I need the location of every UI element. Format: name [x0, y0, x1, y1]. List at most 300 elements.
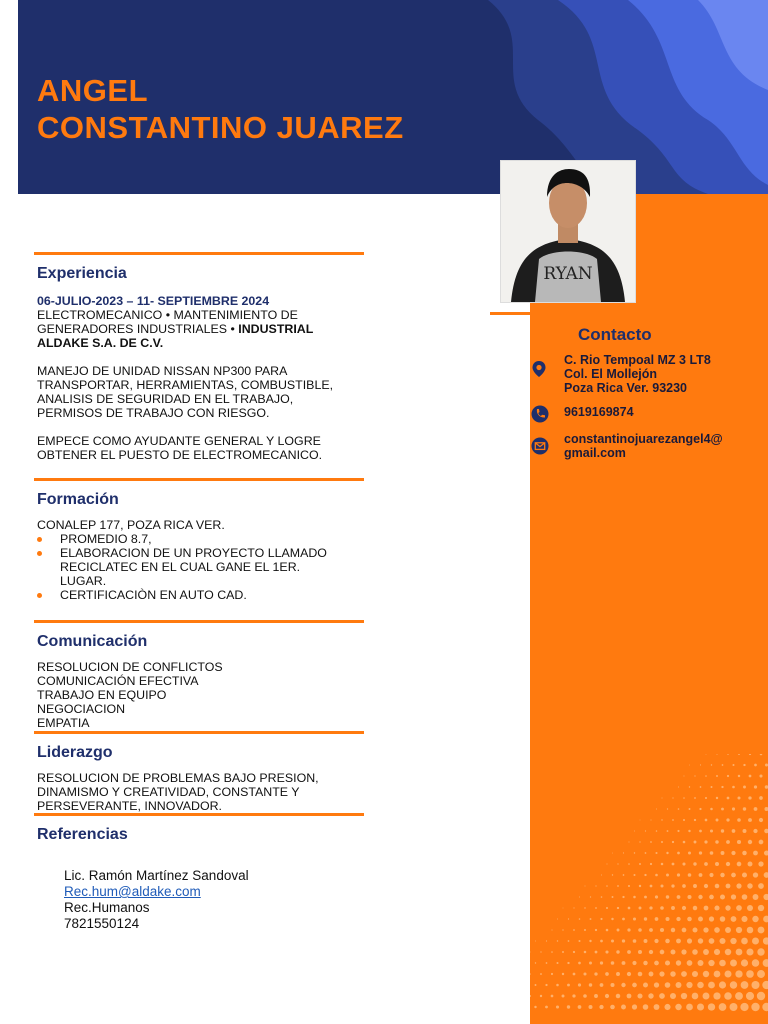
halftone-dot [623, 852, 624, 853]
halftone-dot [633, 896, 636, 899]
halftone-dot [704, 884, 708, 888]
halftone-dot [682, 928, 687, 933]
halftone-dot [716, 797, 718, 799]
halftone-dot [703, 927, 708, 932]
halftone-dot [672, 819, 674, 821]
education-bullet-cont-1: RECICLATEC EN EL CUAL GANE EL 1ER. [60, 560, 301, 574]
halftone-dot [742, 851, 747, 856]
halftone-dot [599, 1005, 603, 1009]
halftone-dot [676, 917, 680, 921]
halftone-dot [753, 872, 758, 877]
halftone-dot [535, 984, 537, 986]
communication-item: RESOLUCION DE CONFLICTOS [37, 660, 223, 674]
halftone-dot [639, 907, 642, 910]
halftone-dot [627, 950, 631, 954]
halftone-dot [677, 895, 681, 899]
halftone-dot [721, 808, 724, 811]
halftone-dot [687, 917, 692, 922]
halftone-dot [600, 918, 602, 920]
halftone-dot [709, 895, 714, 900]
experience-date: 06-JULIO-2023 – 11- SEPTIEMBRE 2024 [37, 294, 270, 308]
halftone-dot [732, 786, 735, 789]
halftone-dot [655, 852, 657, 854]
halftone-dot-decoration [530, 754, 768, 1024]
halftone-dot [594, 994, 598, 998]
halftone-dot [752, 938, 759, 945]
halftone-dot [751, 981, 759, 989]
photo-underline [490, 312, 640, 315]
halftone-dot [672, 863, 675, 866]
contact-side-panel [530, 194, 768, 1024]
halftone-dot [731, 851, 735, 855]
halftone-dot [617, 907, 619, 909]
halftone-dot [583, 972, 586, 975]
halftone-dot [748, 862, 753, 867]
halftone-dot [742, 894, 748, 900]
halftone-dot [590, 896, 591, 897]
halftone-dot [735, 992, 743, 1000]
halftone-dot [649, 950, 653, 954]
halftone-dot [764, 807, 768, 811]
reference-email-link[interactable]: Rec.hum@aldake.com [64, 884, 201, 899]
halftone-dot [656, 830, 658, 832]
halftone-dot [697, 982, 704, 989]
halftone-dot [746, 970, 754, 978]
halftone-dot [645, 830, 646, 831]
halftone-dot [681, 993, 687, 999]
education-bullet [37, 546, 327, 588]
location-pin-icon [530, 360, 548, 378]
halftone-dot [710, 808, 713, 811]
halftone-dot [661, 819, 662, 820]
experience-heading: Experiencia [37, 265, 127, 282]
halftone-dot [612, 853, 613, 854]
halftone-dot [622, 939, 625, 942]
halftone-dot [628, 885, 630, 887]
halftone-dot [730, 938, 736, 944]
candidate-name [37, 72, 404, 146]
halftone-dot [584, 951, 587, 954]
halftone-dot [715, 840, 718, 843]
halftone-dot [556, 1005, 559, 1008]
halftone-dot [754, 764, 757, 767]
halftone-dot [710, 851, 714, 855]
halftone-dot [731, 894, 736, 899]
section-divider [34, 813, 364, 816]
communication-list [37, 660, 223, 730]
halftone-dot [643, 983, 648, 988]
halftone-dot [700, 786, 702, 788]
halftone-dot [551, 973, 553, 975]
halftone-dot [693, 906, 698, 911]
education-bullet-cont-2: LUGAR. [60, 574, 107, 588]
experience-role-line-1: ELECTROMECANICO • MANTENIMIENTO DE [37, 308, 298, 322]
halftone-dot [584, 907, 585, 908]
halftone-dot [606, 907, 608, 909]
halftone-dot [677, 873, 680, 876]
halftone-dot [720, 895, 725, 900]
halftone-dot [694, 841, 697, 844]
halftone-dot [670, 971, 676, 977]
halftone-dot [616, 950, 619, 953]
halftone-dot [640, 820, 641, 821]
halftone-dot [759, 818, 763, 822]
halftone-dot [562, 973, 564, 975]
communication-item: TRABAJO EN EQUIPO [37, 688, 167, 702]
halftone-dot [743, 829, 747, 833]
halftone-dot [688, 830, 690, 832]
halftone-dot [763, 959, 768, 967]
halftone-dot [530, 995, 531, 997]
phone-number: 9619169874 [564, 405, 634, 419]
halftone-dot [753, 894, 759, 900]
halftone-dot [650, 819, 651, 820]
halftone-dot [692, 949, 698, 955]
halftone-dot [741, 981, 749, 989]
halftone-dot [698, 960, 704, 966]
halftone-dot [540, 995, 542, 997]
halftone-dot [753, 851, 758, 856]
halftone-dot [677, 830, 679, 832]
halftone-dot [693, 862, 696, 865]
halftone-dot [534, 1006, 536, 1008]
halftone-dot [709, 938, 715, 944]
halftone-dot [595, 907, 597, 909]
halftone-dot [740, 1003, 748, 1011]
halftone-dot [726, 818, 729, 821]
halftone-dot [639, 841, 640, 842]
halftone-dot [616, 972, 620, 976]
shirt-text: RYAN [543, 264, 593, 284]
halftone-dot [730, 1003, 738, 1011]
halftone-dot [584, 929, 586, 931]
halftone-dot [627, 972, 631, 976]
halftone-dot [726, 840, 730, 844]
halftone-dot [600, 940, 603, 943]
halftone-dot [583, 994, 587, 998]
halftone-dot [698, 895, 702, 899]
halftone-dot [705, 775, 707, 777]
name-line-2: CONSTANTINO JUAREZ [37, 110, 404, 145]
halftone-dot [689, 765, 690, 766]
halftone-dot [601, 874, 602, 875]
halftone-dot [573, 907, 574, 908]
halftone-dot [650, 885, 653, 888]
halftone-dot [716, 754, 717, 755]
halftone-dot [578, 983, 581, 986]
experience-company-part-2: ALDAKE S.A. DE C.V. [37, 336, 164, 350]
halftone-dot [698, 938, 703, 943]
halftone-dot [601, 896, 603, 898]
halftone-dot [660, 884, 663, 887]
halftone-dot [748, 818, 752, 822]
halftone-dot [763, 894, 768, 900]
halftone-dot [568, 918, 569, 919]
halftone-dot [595, 885, 596, 886]
halftone-dot [644, 896, 647, 899]
halftone-dot [579, 896, 580, 897]
address-line-2: Col. El Mollejón [564, 367, 658, 381]
halftone-dot [738, 775, 740, 777]
halftone-dot [725, 949, 731, 955]
halftone-dot [622, 961, 626, 965]
halftone-dot [736, 949, 743, 956]
halftone-dot [727, 797, 730, 800]
communication-item: COMUNICACIÓN EFECTIVA [37, 674, 199, 688]
halftone-dot [749, 775, 752, 778]
halftone-dot [562, 951, 564, 953]
halftone-dot [585, 886, 586, 887]
halftone-dot [573, 929, 575, 931]
halftone-dot [748, 840, 752, 844]
leadership-line: DINAMISMO Y CREATIVIDAD, CONSTANTE Y [37, 785, 300, 799]
halftone-dot [762, 1003, 768, 1011]
halftone-dot [719, 960, 726, 967]
halftone-dot [643, 1004, 649, 1010]
education-block [37, 518, 327, 602]
halftone-dot [666, 895, 669, 898]
halftone-dot [605, 950, 608, 953]
halftone-dot [704, 906, 709, 911]
halftone-dot [682, 906, 686, 910]
halftone-dot [705, 797, 707, 799]
halftone-dot [588, 1005, 592, 1009]
halftone-dot [573, 951, 575, 953]
halftone-dot [606, 885, 608, 887]
halftone-dot [726, 884, 731, 889]
halftone-dot [715, 862, 719, 866]
halftone-dot [710, 829, 713, 832]
address-line-1: C. Rio Tempoal MZ 3 LT8 [564, 353, 711, 367]
halftone-dot [665, 960, 670, 965]
halftone-dot [676, 939, 681, 944]
halftone-dot [578, 940, 580, 942]
halftone-dot [637, 993, 642, 998]
halftone-dot [758, 927, 765, 934]
experience-desc-line-3: ANALISIS DE SEGURIDAD EN EL TRABAJO, [37, 392, 294, 406]
email-line-2[interactable]: gmail.com [564, 446, 626, 460]
halftone-dot [714, 905, 719, 910]
halftone-dot [572, 994, 575, 997]
halftone-dot [632, 1004, 637, 1009]
halftone-dot [667, 830, 669, 832]
halftone-dot [709, 916, 714, 921]
halftone-dot [726, 862, 730, 866]
halftone-dot [573, 973, 576, 976]
halftone-dot [557, 919, 558, 920]
halftone-dot [743, 764, 745, 766]
name-line-1: ANGEL [37, 73, 148, 108]
halftone-dot [563, 908, 564, 909]
halftone-dot [719, 981, 726, 988]
halftone-dot [567, 1005, 570, 1008]
halftone-dot [735, 970, 742, 977]
halftone-dot [676, 960, 681, 965]
halftone-dot [694, 819, 696, 821]
halftone-dot [650, 841, 652, 843]
halftone-dot [654, 961, 659, 966]
halftone-dot [721, 829, 724, 832]
halftone-dot [672, 841, 674, 843]
halftone-dot [671, 884, 674, 887]
halftone-dot [737, 796, 740, 799]
halftone-dot [758, 861, 763, 866]
halftone-dot [751, 1003, 759, 1011]
halftone-dot [692, 927, 697, 932]
halftone-dot [545, 1006, 548, 1009]
halftone-dot [720, 873, 724, 877]
halftone-dot [612, 874, 613, 875]
halftone-dot [686, 1004, 693, 1011]
halftone-dot [757, 970, 765, 978]
halftone-dot [682, 884, 686, 888]
email-icon [531, 437, 549, 455]
halftone-dot [762, 981, 768, 989]
halftone-dot [530, 973, 531, 975]
halftone-dot [759, 774, 762, 777]
halftone-dot [676, 982, 682, 988]
halftone-dot [551, 951, 553, 953]
halftone-dot [683, 797, 685, 799]
halftone-dot [654, 982, 659, 987]
halftone-dot [546, 940, 547, 941]
halftone-dot [748, 796, 751, 799]
halftone-dot [742, 872, 747, 877]
halftone-dot [700, 764, 701, 765]
halftone-dot [546, 962, 548, 964]
halftone-dot [703, 949, 709, 955]
halftone-dot [654, 1004, 660, 1010]
halftone-dot [731, 873, 736, 878]
halftone-dot [556, 962, 558, 964]
halftone-dot [757, 948, 764, 955]
halftone-dot [678, 786, 679, 787]
halftone-dot [540, 951, 541, 952]
halftone-dot [562, 929, 563, 930]
phone-icon [531, 405, 549, 423]
halftone-dot [535, 962, 536, 963]
halftone-dot [655, 895, 658, 898]
halftone-dot [670, 993, 676, 999]
halftone-dot [638, 928, 642, 932]
halftone-dot [727, 754, 729, 755]
halftone-dot [725, 905, 730, 910]
halftone-dot [759, 796, 763, 800]
halftone-dot [699, 851, 702, 854]
halftone-dot [716, 775, 718, 777]
halftone-dot [763, 937, 768, 944]
education-heading: Formación [37, 491, 119, 508]
halftone-dot [732, 764, 734, 766]
halftone-dot [730, 960, 737, 967]
halftone-dot [678, 808, 680, 810]
halftone-dot [661, 863, 664, 866]
halftone-dot [611, 961, 615, 965]
halftone-dot [610, 1005, 615, 1010]
halftone-dot [649, 928, 653, 932]
halftone-dot [644, 874, 646, 876]
halftone-dot [667, 808, 668, 809]
halftone-dot [594, 972, 597, 975]
email-line-1[interactable]: constantinojuarezangel4@ [564, 432, 723, 446]
halftone-dot [747, 883, 752, 888]
halftone-dot [709, 873, 713, 877]
halftone-dot [589, 983, 592, 986]
references-heading: Referencias [37, 826, 128, 843]
halftone-dot [737, 818, 741, 822]
halftone-dot [628, 863, 630, 865]
halftone-dot [683, 841, 686, 844]
halftone-dot [754, 785, 757, 788]
halftone-dot [708, 982, 715, 989]
halftone-dot [595, 951, 598, 954]
halftone-dot [567, 962, 569, 964]
halftone-dot [693, 884, 697, 888]
halftone-dot [721, 851, 725, 855]
halftone-dot [694, 797, 696, 799]
halftone-dot [621, 983, 625, 987]
experience-block [37, 294, 333, 462]
halftone-dot [665, 939, 670, 944]
halftone-dot [634, 852, 635, 853]
halftone-dot [638, 950, 642, 954]
halftone-dot [600, 961, 603, 964]
halftone-dot [732, 829, 736, 833]
halftone-dot [730, 981, 737, 988]
halftone-dot [649, 972, 654, 977]
reference-entry [64, 868, 249, 932]
halftone-dot [567, 984, 570, 987]
halftone-dot [535, 941, 536, 942]
halftone-dot [684, 776, 685, 777]
halftone-dot [617, 885, 619, 887]
halftone-dot [634, 831, 635, 832]
halftone-dot [656, 809, 657, 810]
profile-photo [500, 160, 636, 303]
halftone-dot [719, 1003, 727, 1011]
education-bullet: CERTIFICACIÒN EN AUTO CAD. [37, 588, 327, 602]
halftone-dot [623, 874, 625, 876]
section-divider [34, 731, 364, 734]
halftone-dot [719, 938, 725, 944]
halftone-dot [605, 972, 609, 976]
communication-item: NEGOCIACION [37, 702, 126, 716]
halftone-dot [556, 984, 559, 987]
halftone-dot [677, 852, 680, 855]
halftone-dot [731, 916, 737, 922]
halftone-dot [622, 896, 624, 898]
halftone-dot [644, 939, 648, 943]
halftone-dot [721, 786, 723, 788]
halftone-dot [743, 807, 746, 810]
section-divider [34, 620, 364, 623]
experience-desc-line-4: PERMISOS DE TRABAJO CON RIESGO. [37, 406, 270, 420]
halftone-dot [763, 916, 768, 923]
halftone-dot [747, 927, 754, 934]
halftone-dot [699, 808, 701, 810]
reference-role: Rec.Humanos [64, 900, 150, 915]
halftone-dot [683, 819, 685, 821]
halftone-dot [727, 775, 729, 777]
halftone-dot [639, 863, 641, 865]
halftone-dot [741, 938, 748, 945]
halftone-dot [704, 862, 708, 866]
halftone-dot [654, 939, 658, 943]
reference-phone: 7821550124 [64, 916, 140, 931]
halftone-dot [703, 971, 709, 977]
halftone-dot [758, 905, 764, 911]
halftone-dot [699, 830, 702, 833]
